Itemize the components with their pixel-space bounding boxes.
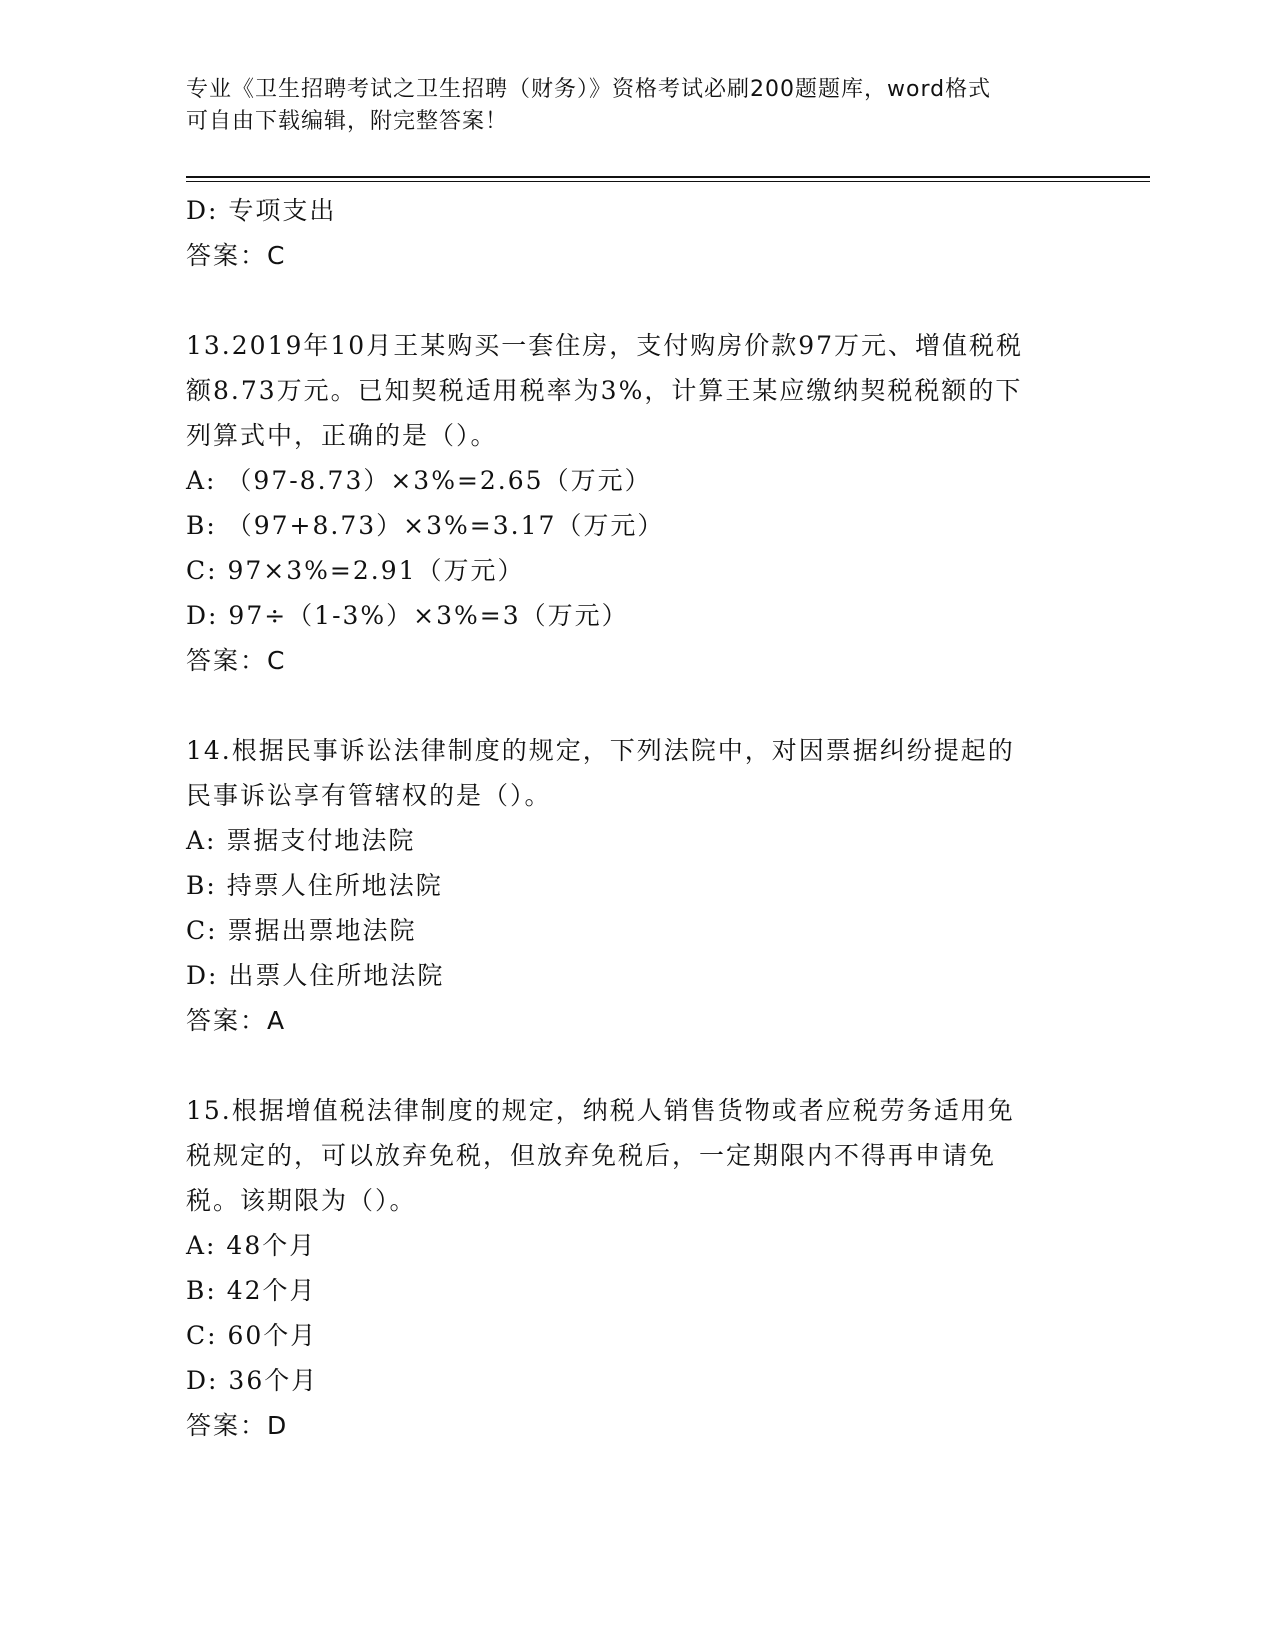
question-14 [186,728,1086,1043]
document-header [186,74,1066,138]
question-stem-line: 民事诉讼享有管辖权的是（）。 [186,781,552,810]
option-b: B: 持票人住所地法院 [186,871,443,900]
spacer [186,683,1086,728]
question-13 [186,323,1086,683]
answer: 答案：D [186,1411,289,1440]
option-c: C: 97×3%=2.91（万元） [186,556,525,585]
option-c: C: 60个月 [186,1321,318,1350]
option-a: A: （97-8.73）×3%=2.65（万元） [186,466,652,495]
option-a: A: 48个月 [186,1231,317,1260]
option-d: D: 97÷（1-3%）×3%=3（万元） [186,601,629,630]
prev-answer: 答案：C [186,241,287,270]
option-d: D: 36个月 [186,1366,319,1395]
option-b: B: 42个月 [186,1276,317,1305]
answer: 答案：C [186,646,287,675]
question-stem-line: 额8.73万元。已知契税适用税率为3%，计算王某应缴纳契税税额的下 [186,376,1023,405]
option-d: D: 出票人住所地法院 [186,961,445,990]
question-stem-line: 列算式中，正确的是（）。 [186,421,498,450]
question-stem-line: 13.2019年10月王某购买一套住房，支付购房价款97万元、增值税税 [186,331,1024,360]
question-stem-line: 15.根据增值税法律制度的规定，纳税人销售货物或者应税劳务适用免 [186,1096,1015,1125]
question-stem-line: 14.根据民事诉讼法律制度的规定，下列法院中，对因票据纠纷提起的 [186,736,1015,765]
question-15 [186,1088,1086,1448]
header-line-1: 专业《卫生招聘考试之卫生招聘（财务）》资格考试必刷200题题库，word格式 [186,77,992,102]
answer: 答案：A [186,1006,287,1035]
header-divider [186,176,1150,182]
option-a: A: 票据支付地法院 [186,826,416,855]
question-content [186,188,1086,1448]
prev-option-d: D: 专项支出 [186,196,337,225]
spacer [186,278,1086,323]
question-stem-line: 税规定的，可以放弃免税，但放弃免税后，一定期限内不得再申请免 [186,1141,997,1170]
option-c: C: 票据出票地法院 [186,916,417,945]
header-line-2: 可自由下载编辑，附完整答案！ [186,109,509,134]
spacer [186,1043,1086,1088]
option-b: B: （97+8.73）×3%=3.17（万元） [186,511,665,540]
question-stem-line: 税。该期限为（）。 [186,1186,417,1215]
